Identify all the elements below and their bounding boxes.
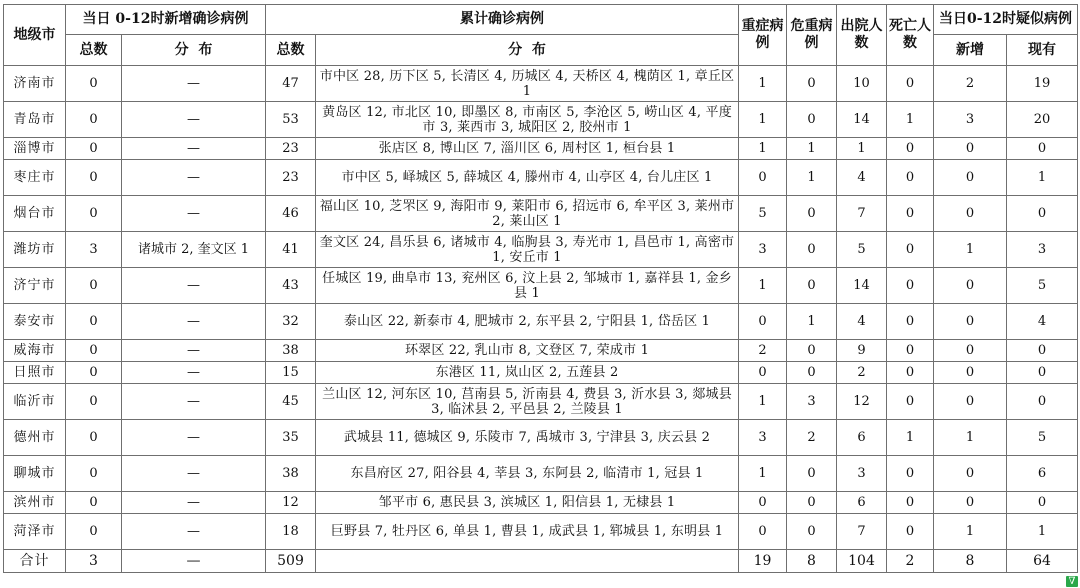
new-total-cell: 0: [66, 66, 122, 102]
critical-cell: 0: [787, 362, 837, 384]
total-suspect-current: 64: [1007, 550, 1078, 573]
suspect-current-cell: 0: [1007, 340, 1078, 362]
new-total-cell: 0: [66, 362, 122, 384]
deaths-cell: 1: [887, 420, 934, 456]
new-distribution-cell: —: [122, 138, 266, 160]
critical-cell: 0: [787, 196, 837, 232]
severe-cell: 0: [739, 304, 787, 340]
deaths-cell: 0: [887, 268, 934, 304]
table-row: [4, 196, 1078, 232]
cumulative-distribution-cell: 东港区 11, 岚山区 2, 五莲县 2: [316, 362, 739, 384]
cumulative-distribution-cell: 福山区 10, 芝罘区 9, 海阳市 9, 莱阳市 6, 招远市 6, 牟平区 3, 莱州市 2, 莱山区 1: [316, 196, 739, 232]
header-new-cases-group: 当日 0-12时新增确诊病例: [66, 5, 266, 35]
new-total-cell: 0: [66, 138, 122, 160]
suspect-new-cell: 0: [934, 160, 1007, 196]
critical-cell: 0: [787, 514, 837, 550]
header-city: 地级市: [4, 5, 66, 66]
cumulative-total-cell: 45: [266, 384, 316, 420]
suspect-current-cell: 0: [1007, 384, 1078, 420]
header-suspect-new: 新增: [934, 35, 1007, 66]
severe-cell: 2: [739, 340, 787, 362]
header-cumulative-group: 累计确诊病例: [266, 5, 739, 35]
suspect-new-cell: 1: [934, 514, 1007, 550]
city-cell: 德州市: [4, 420, 66, 456]
discharged-cell: 4: [837, 160, 887, 196]
severe-cell: 3: [739, 232, 787, 268]
suspect-current-cell: 1: [1007, 514, 1078, 550]
cumulative-total-cell: 46: [266, 196, 316, 232]
table-row: [4, 304, 1078, 340]
suspect-current-cell: 3: [1007, 232, 1078, 268]
header-suspect-group: 当日0-12时疑似病例: [934, 5, 1078, 35]
severe-cell: 1: [739, 456, 787, 492]
cumulative-distribution-cell: 巨野县 7, 牡丹区 6, 单县 1, 曹县 1, 成武县 1, 郓城县 1, 东明县 1: [316, 514, 739, 550]
new-total-cell: 3: [66, 232, 122, 268]
city-cell: 日照市: [4, 362, 66, 384]
suspect-current-cell: 5: [1007, 420, 1078, 456]
city-cell: 滨州市: [4, 492, 66, 514]
suspect-current-cell: 0: [1007, 196, 1078, 232]
cumulative-total-cell: 32: [266, 304, 316, 340]
new-distribution-cell: —: [122, 160, 266, 196]
cumulative-total-cell: 47: [266, 66, 316, 102]
severe-cell: 3: [739, 420, 787, 456]
new-distribution-cell: —: [122, 384, 266, 420]
cumulative-total-cell: 38: [266, 340, 316, 362]
total-new-distribution: —: [122, 550, 266, 573]
new-distribution-cell: —: [122, 456, 266, 492]
header-severe: 重症病例: [739, 5, 787, 66]
total-cumulative-distribution: [316, 550, 739, 573]
city-cell: 临沂市: [4, 384, 66, 420]
city-cell: 枣庄市: [4, 160, 66, 196]
new-total-cell: 0: [66, 268, 122, 304]
suspect-new-cell: 0: [934, 304, 1007, 340]
new-total-cell: 0: [66, 384, 122, 420]
cumulative-distribution-cell: 任城区 19, 曲阜市 13, 兖州区 6, 汶上县 2, 邹城市 1, 嘉祥县 1, 金乡县 1: [316, 268, 739, 304]
cumulative-distribution-cell: 奎文区 24, 昌乐县 6, 诸城市 4, 临朐县 3, 寿光市 1, 昌邑市 1, 高密市 1, 安丘市 1: [316, 232, 739, 268]
deaths-cell: 0: [887, 456, 934, 492]
suspect-new-cell: 0: [934, 362, 1007, 384]
cumulative-total-cell: 43: [266, 268, 316, 304]
severe-cell: 1: [739, 268, 787, 304]
cumulative-total-cell: 41: [266, 232, 316, 268]
deaths-cell: 0: [887, 340, 934, 362]
suspect-current-cell: 6: [1007, 456, 1078, 492]
total-discharged: 104: [837, 550, 887, 573]
covid-stats-table: [3, 4, 1078, 573]
suspect-new-cell: 2: [934, 66, 1007, 102]
critical-cell: 0: [787, 268, 837, 304]
critical-cell: 0: [787, 492, 837, 514]
cumulative-distribution-cell: 邹平市 6, 惠民县 3, 滨城区 1, 阳信县 1, 无棣县 1: [316, 492, 739, 514]
header-new-total: 总数: [66, 35, 122, 66]
severe-cell: 1: [739, 384, 787, 420]
new-total-cell: 0: [66, 492, 122, 514]
suspect-new-cell: 0: [934, 268, 1007, 304]
deaths-cell: 0: [887, 160, 934, 196]
city-cell: 威海市: [4, 340, 66, 362]
cumulative-total-cell: 12: [266, 492, 316, 514]
critical-cell: 2: [787, 420, 837, 456]
table-row: [4, 102, 1078, 138]
suspect-current-cell: 0: [1007, 138, 1078, 160]
deaths-cell: 0: [887, 196, 934, 232]
suspect-new-cell: 0: [934, 340, 1007, 362]
header-new-distribution: 分 布: [122, 35, 266, 66]
suspect-new-cell: 0: [934, 138, 1007, 160]
cumulative-distribution-cell: 东昌府区 27, 阳谷县 4, 莘县 3, 东阿县 2, 临清市 1, 冠县 1: [316, 456, 739, 492]
chevron-down-icon[interactable]: ∇: [1066, 576, 1078, 587]
suspect-new-cell: 0: [934, 492, 1007, 514]
cumulative-total-cell: 23: [266, 138, 316, 160]
cumulative-distribution-cell: 环翠区 22, 乳山市 8, 文登区 7, 荣成市 1: [316, 340, 739, 362]
suspect-new-cell: 1: [934, 420, 1007, 456]
new-distribution-cell: —: [122, 514, 266, 550]
table-row: [4, 420, 1078, 456]
table-row: [4, 268, 1078, 304]
header-cumulative-total: 总数: [266, 35, 316, 66]
new-distribution-cell: —: [122, 304, 266, 340]
severe-cell: 0: [739, 514, 787, 550]
deaths-cell: 1: [887, 102, 934, 138]
severe-cell: 0: [739, 160, 787, 196]
suspect-new-cell: 3: [934, 102, 1007, 138]
header-cumulative-distribution: 分 布: [316, 35, 739, 66]
table-row: [4, 66, 1078, 102]
suspect-new-cell: 1: [934, 232, 1007, 268]
deaths-cell: 0: [887, 66, 934, 102]
new-distribution-cell: —: [122, 362, 266, 384]
critical-cell: 0: [787, 232, 837, 268]
new-distribution-cell: —: [122, 102, 266, 138]
city-cell: 烟台市: [4, 196, 66, 232]
deaths-cell: 0: [887, 232, 934, 268]
new-total-cell: 0: [66, 196, 122, 232]
cumulative-total-cell: 23: [266, 160, 316, 196]
discharged-cell: 6: [837, 420, 887, 456]
city-cell: 济宁市: [4, 268, 66, 304]
suspect-current-cell: 20: [1007, 102, 1078, 138]
severe-cell: 1: [739, 102, 787, 138]
total-cumulative-total: 509: [266, 550, 316, 573]
city-cell: 潍坊市: [4, 232, 66, 268]
new-total-cell: 0: [66, 304, 122, 340]
new-distribution-cell: —: [122, 196, 266, 232]
table-row: [4, 456, 1078, 492]
cumulative-distribution-cell: 市中区 28, 历下区 5, 长清区 4, 历城区 4, 天桥区 4, 槐荫区 1, 章丘区 1: [316, 66, 739, 102]
total-row: [4, 550, 1078, 573]
cumulative-distribution-cell: 张店区 8, 博山区 7, 淄川区 6, 周村区 1, 桓台县 1: [316, 138, 739, 160]
critical-cell: 0: [787, 102, 837, 138]
city-cell: 泰安市: [4, 304, 66, 340]
table-row: [4, 362, 1078, 384]
table-row: [4, 514, 1078, 550]
new-distribution-cell: —: [122, 268, 266, 304]
cumulative-total-cell: 15: [266, 362, 316, 384]
discharged-cell: 4: [837, 304, 887, 340]
discharged-cell: 14: [837, 102, 887, 138]
city-cell: 菏泽市: [4, 514, 66, 550]
new-total-cell: 0: [66, 456, 122, 492]
city-cell: 济南市: [4, 66, 66, 102]
new-distribution-cell: —: [122, 492, 266, 514]
new-distribution-cell: 诸城市 2, 奎文区 1: [122, 232, 266, 268]
cumulative-distribution-cell: 市中区 5, 峄城区 5, 薛城区 4, 滕州市 4, 山亭区 4, 台儿庄区 1: [316, 160, 739, 196]
severe-cell: 0: [739, 362, 787, 384]
critical-cell: 1: [787, 138, 837, 160]
deaths-cell: 0: [887, 384, 934, 420]
table-row: [4, 492, 1078, 514]
suspect-current-cell: 5: [1007, 268, 1078, 304]
critical-cell: 0: [787, 456, 837, 492]
cumulative-total-cell: 18: [266, 514, 316, 550]
header-suspect-current: 现有: [1007, 35, 1078, 66]
discharged-cell: 14: [837, 268, 887, 304]
new-distribution-cell: —: [122, 66, 266, 102]
critical-cell: 1: [787, 160, 837, 196]
discharged-cell: 7: [837, 196, 887, 232]
discharged-cell: 9: [837, 340, 887, 362]
total-deaths: 2: [887, 550, 934, 573]
suspect-current-cell: 1: [1007, 160, 1078, 196]
new-total-cell: 0: [66, 420, 122, 456]
cumulative-total-cell: 35: [266, 420, 316, 456]
new-total-cell: 0: [66, 102, 122, 138]
deaths-cell: 0: [887, 514, 934, 550]
table-row: [4, 340, 1078, 362]
suspect-new-cell: 0: [934, 456, 1007, 492]
suspect-current-cell: 0: [1007, 492, 1078, 514]
new-total-cell: 0: [66, 160, 122, 196]
discharged-cell: 5: [837, 232, 887, 268]
severe-cell: 5: [739, 196, 787, 232]
table-row: [4, 232, 1078, 268]
city-cell: 淄博市: [4, 138, 66, 160]
table-row: [4, 160, 1078, 196]
header-deaths: 死亡人数: [887, 5, 934, 66]
total-severe: 19: [739, 550, 787, 573]
deaths-cell: 0: [887, 138, 934, 160]
cumulative-distribution-cell: 泰山区 22, 新泰市 4, 肥城市 2, 东平县 2, 宁阳县 1, 岱岳区 1: [316, 304, 739, 340]
new-distribution-cell: —: [122, 340, 266, 362]
header-discharged: 出院人数: [837, 5, 887, 66]
deaths-cell: 0: [887, 362, 934, 384]
deaths-cell: 0: [887, 492, 934, 514]
critical-cell: 0: [787, 66, 837, 102]
discharged-cell: 12: [837, 384, 887, 420]
new-total-cell: 0: [66, 340, 122, 362]
severe-cell: 1: [739, 138, 787, 160]
suspect-current-cell: 4: [1007, 304, 1078, 340]
discharged-cell: 1: [837, 138, 887, 160]
new-total-cell: 0: [66, 514, 122, 550]
suspect-current-cell: 0: [1007, 362, 1078, 384]
table-row: [4, 138, 1078, 160]
city-cell: 聊城市: [4, 456, 66, 492]
discharged-cell: 2: [837, 362, 887, 384]
severe-cell: 0: [739, 492, 787, 514]
cumulative-total-cell: 53: [266, 102, 316, 138]
discharged-cell: 6: [837, 492, 887, 514]
critical-cell: 0: [787, 340, 837, 362]
discharged-cell: 7: [837, 514, 887, 550]
total-critical: 8: [787, 550, 837, 573]
header-critical: 危重病例: [787, 5, 837, 66]
suspect-current-cell: 19: [1007, 66, 1078, 102]
severe-cell: 1: [739, 66, 787, 102]
cumulative-distribution-cell: 武城县 11, 德城区 9, 乐陵市 7, 禹城市 3, 宁津县 3, 庆云县 2: [316, 420, 739, 456]
cumulative-total-cell: 38: [266, 456, 316, 492]
critical-cell: 1: [787, 304, 837, 340]
cumulative-distribution-cell: 黄岛区 12, 市北区 10, 即墨区 8, 市南区 5, 李沧区 5, 崂山区 4, 平度市 3, 莱西市 3, 城阳区 2, 胶州市 1: [316, 102, 739, 138]
suspect-new-cell: 0: [934, 384, 1007, 420]
discharged-cell: 10: [837, 66, 887, 102]
suspect-new-cell: 0: [934, 196, 1007, 232]
total-new-total: 3: [66, 550, 122, 573]
table-row: [4, 384, 1078, 420]
discharged-cell: 3: [837, 456, 887, 492]
cumulative-distribution-cell: 兰山区 12, 河东区 10, 莒南县 5, 沂南县 4, 费县 3, 沂水县 3, 郯城县 3, 临沭县 2, 平邑县 2, 兰陵县 1: [316, 384, 739, 420]
city-cell: 青岛市: [4, 102, 66, 138]
new-distribution-cell: —: [122, 420, 266, 456]
total-label: 合计: [4, 550, 66, 573]
critical-cell: 3: [787, 384, 837, 420]
total-suspect-new: 8: [934, 550, 1007, 573]
deaths-cell: 0: [887, 304, 934, 340]
